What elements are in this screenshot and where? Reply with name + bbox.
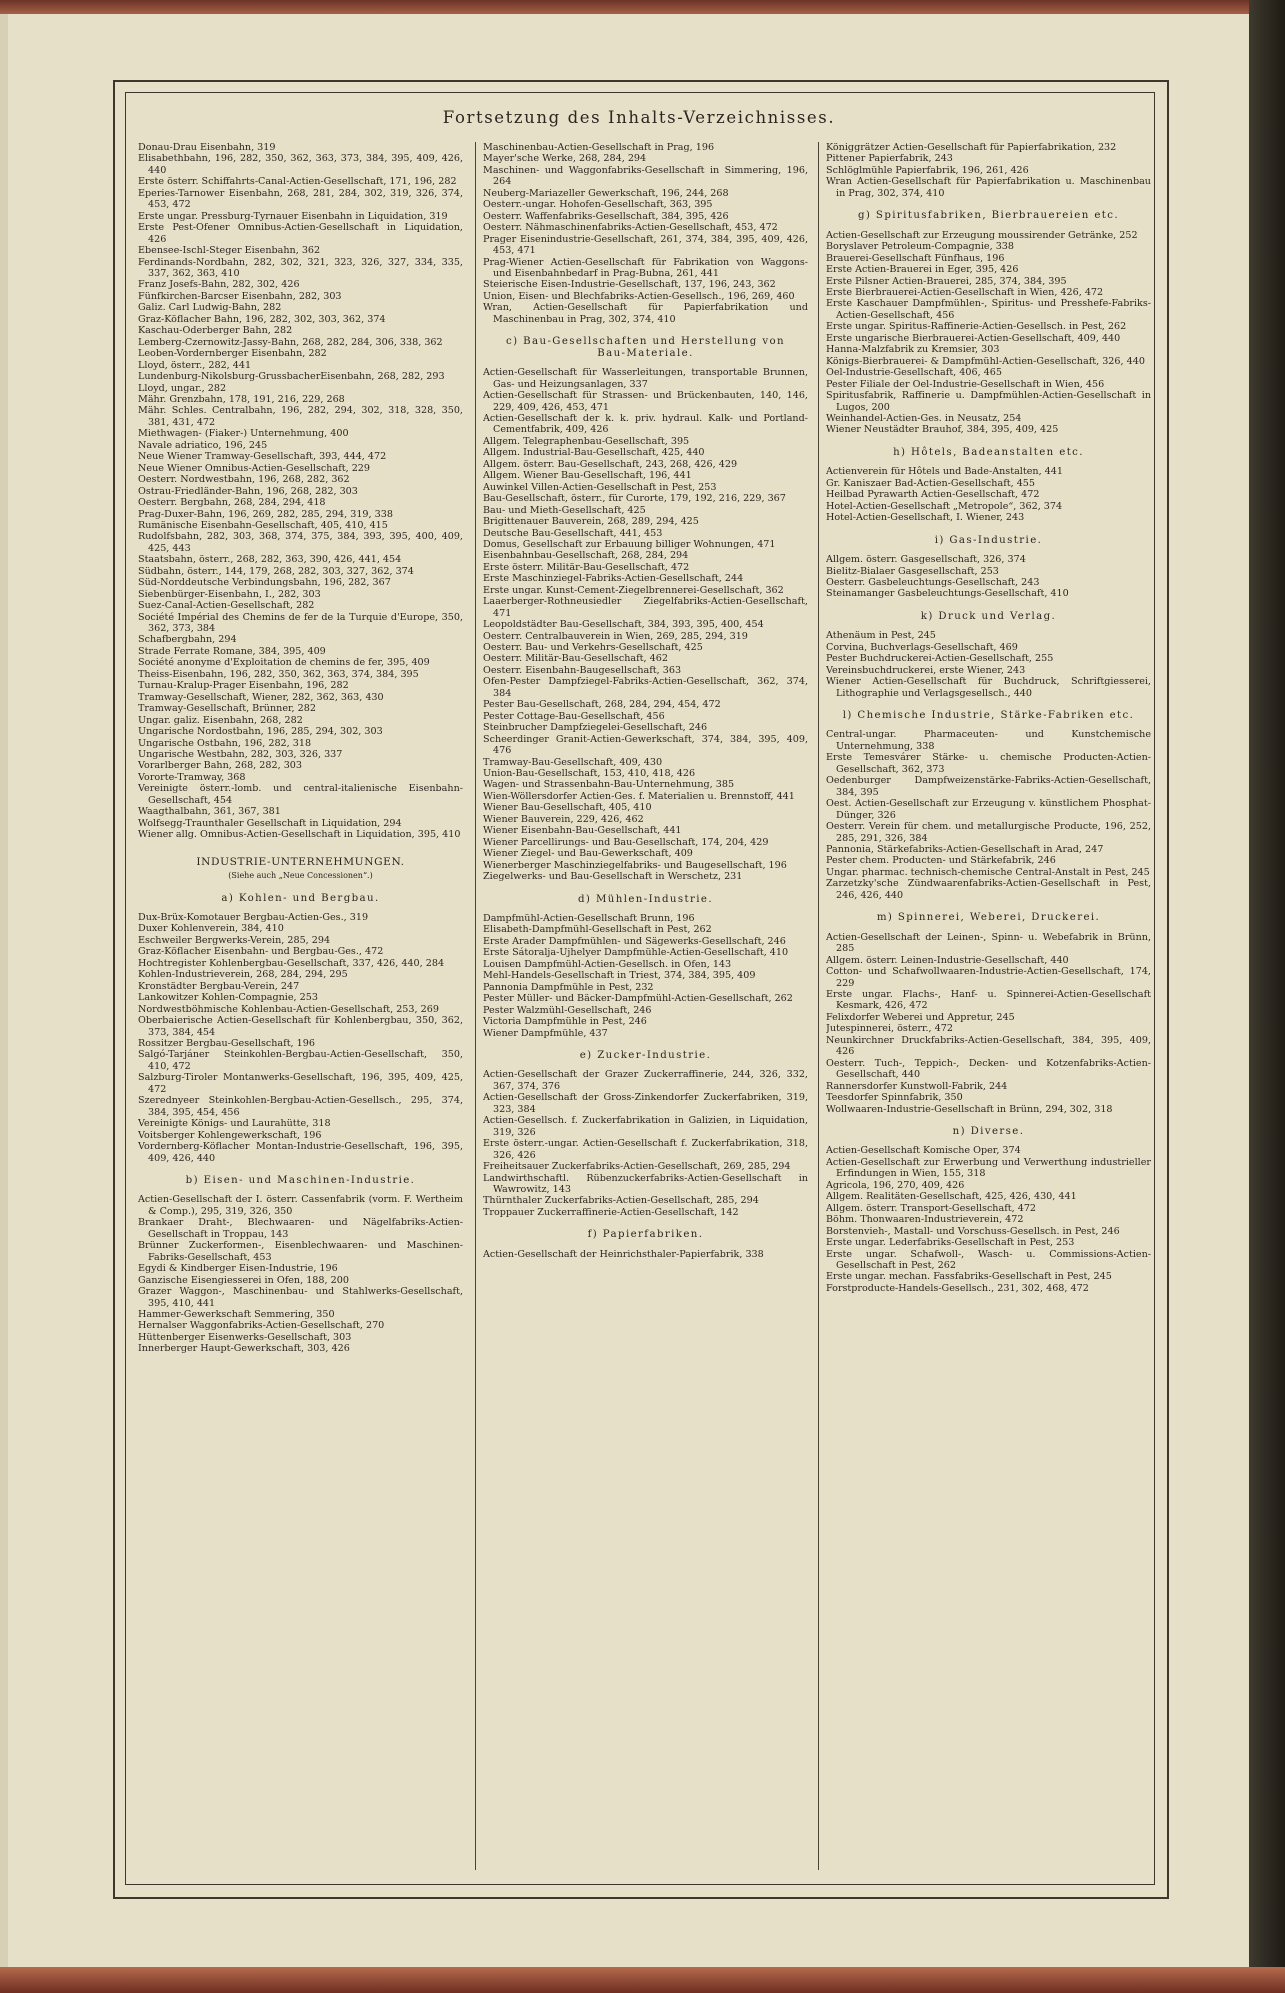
entry-list <box>138 1194 463 1354</box>
index-entry: Miethwagen- (Fiaker-) Unternehmung, 400 <box>138 428 349 440</box>
index-entry: Vordernberg-Köflacher Montan-Industrie-Gesellschaft, 196, 395, 409, 426, 440 <box>138 1141 463 1164</box>
index-entry: Brünner Zuckerformen-, Eisenblechwaaren- und Maschinen-Fabriks-Gesellschaft, 453 <box>138 1240 463 1263</box>
index-entry: Wiener Eisenbahn-Bau-Gesellschaft, 441 <box>483 825 682 837</box>
index-entry: Neunkirchner Druckfabriks-Actien-Gesellschaft, 384, 395, 409, 426 <box>826 1034 1151 1058</box>
index-entry: Kaschau-Oderberger Bahn, 282 <box>138 325 293 337</box>
index-entry: Borstenvieh-, Mastall- und Vorschuss-Gesellsch. in Pest, 246 <box>826 1225 1120 1237</box>
index-entry: Waagthalbahn, 361, 367, 381 <box>138 806 281 818</box>
index-entry: Tramway-Bau-Gesellschaft, 409, 430 <box>483 756 663 768</box>
index-entry: Neue Wiener Omnibus-Actien-Gesellschaft, 229 <box>138 462 371 474</box>
column-divider <box>475 142 476 1870</box>
index-entry: Oesterr. Bergbahn, 268, 284, 294, 418 <box>138 497 326 509</box>
index-entry: Hotel-Actien-Gesellschaft, I. Wiener, 243 <box>826 512 1025 524</box>
entry-list <box>826 142 1151 199</box>
index-entry: Ferdinands-Nordbahn, 282, 302, 321, 323, 326, 327, 334, 335, 337, 362, 363, 410 <box>138 256 463 279</box>
section-heading: f) Papierfabriken. <box>587 1229 704 1241</box>
index-entry: Steinamanger Gasbeleuchtungs-Gesellschaft, 410 <box>826 588 1069 600</box>
index-entry: Thürnthaler Zuckerfabriks-Actien-Gesellschaft, 285, 294 <box>483 1195 759 1207</box>
index-entry: Duxer Kohlenverein, 384, 410 <box>138 923 284 935</box>
railway-entry-list <box>138 142 463 841</box>
index-entry: Hüttenberger Eisenwerks-Gesellschaft, 303 <box>138 1331 352 1343</box>
index-entry: Wien-Wöllersdorfer Actien-Ges. f. Materialien u. Brennstoff, 441 <box>483 790 795 802</box>
entry-list <box>826 466 1151 523</box>
entry-list <box>826 554 1151 600</box>
index-entry: Scheerdinger Granit-Actien-Gewerkschaft, 374, 384, 395, 409, 476 <box>483 733 808 757</box>
index-entry: Auwinkel Villen-Actien-Gesellschaft in Pest, 253 <box>483 481 717 493</box>
entry-list <box>483 1069 808 1218</box>
section-heading: h) Hôtels, Badeanstalten etc. <box>893 446 1084 458</box>
index-entry: Ungarische Nordostbahn, 196, 285, 294, 302, 303 <box>138 726 383 738</box>
section-heading: n) Diverse. <box>952 1125 1025 1137</box>
index-entry: Hanna-Malzfabrik zu Kremsier, 303 <box>826 344 1000 356</box>
index-entry: Wienerberger Maschinziegelfabriks- und Baugesellschaft, 196 <box>483 859 787 871</box>
index-entry: Neuberg-Mariazeller Gewerkschaft, 196, 244, 268 <box>483 187 729 199</box>
index-entry: Schafbergbahn, 294 <box>138 634 237 646</box>
index-entry: Felixdorfer Weberei und Appretur, 245 <box>826 1011 1015 1023</box>
index-entry: Erste Arader Dampfmühlen- und Sägewerks-Gesellschaft, 246 <box>483 935 786 947</box>
index-entry: Teesdorfer Spinnfabrik, 350 <box>826 1092 963 1104</box>
index-entry: Wran Actien-Gesellschaft für Papierfabrikation u. Maschinenbau in Prag, 302, 374, 410 <box>826 176 1151 199</box>
entry-list <box>483 367 808 882</box>
index-entry: Eisenbahnbau-Gesellschaft, 268, 284, 294 <box>483 550 689 562</box>
index-entry: Erste ungar. Flachs-, Hanf- u. Spinnerei-Actien-Gesellschaft Kesmark, 426, 472 <box>826 989 1151 1012</box>
index-entry: Lankowitzer Kohlen-Compagnie, 253 <box>138 992 318 1004</box>
index-entry: Elisabeth-Dampfmühl-Gesellschaft in Pest, 262 <box>483 924 712 936</box>
index-entry: Heilbad Pyrawarth Actien-Gesellschaft, 472 <box>826 489 1040 501</box>
index-entry: Pannonia Dampfmühle in Pest, 232 <box>483 981 654 993</box>
index-entry: Prag-Wiener Actien-Gesellschaft für Fabrikation von Waggons- und Eisenbahnbedarf in Prag-Bubna, 261, 441 <box>483 256 808 279</box>
entry-list <box>483 142 808 325</box>
index-entry: Wiener Parcellirungs- und Bau-Gesellschaft, 174, 204, 429 <box>483 836 769 848</box>
index-entry: Schlöglmühle Papierfabrik, 196, 261, 426 <box>826 164 1029 176</box>
index-entry: Tramway-Gesellschaft, Wiener, 282, 362, 363, 430 <box>138 691 384 703</box>
index-entry: Actien-Gesellschaft Komische Oper, 374 <box>826 1145 1021 1157</box>
index-entry: Mayer'sche Werke, 268, 284, 294 <box>483 153 647 165</box>
index-entry: Corvina, Buchverlags-Gesellschaft, 469 <box>826 641 1018 653</box>
book-spine-edge <box>1249 0 1285 1993</box>
section-heading: b) Eisen- und Maschinen-Industrie. <box>185 1174 416 1186</box>
index-entry: Steinbrucher Dampfziegelei-Gesellschaft, 246 <box>483 722 708 734</box>
index-entry: Wollwaaren-Industrie-Gesellschaft in Brünn, 294, 302, 318 <box>826 1103 1113 1115</box>
index-entry: Landwirthschaftl. Rübenzuckerfabriks-Actien-Gesellschaft in Wawrowitz, 143 <box>483 1172 808 1195</box>
index-entry: Erste Bierbrauerei-Actien-Gesellschaft in Wien, 426, 472 <box>826 286 1104 298</box>
index-entry: Südbahn, österr., 144, 179, 268, 282, 303, 327, 362, 374 <box>138 565 414 577</box>
index-entry: Erste ungar. Pressburg-Tyrnauer Eisenbahn in Liquidation, 319 <box>138 210 448 222</box>
index-entry: Ostrau-Friedländer-Bahn, 196, 268, 282, 303 <box>138 485 358 497</box>
index-entry: Ziegelwerks- und Bau-Gesellschaft in Werschetz, 231 <box>483 871 743 883</box>
index-entry: Erste österr.-ungar. Actien-Gesellschaft f. Zuckerfabrikation, 318, 326, 426 <box>483 1138 808 1161</box>
index-entry: Union-Bau-Gesellschaft, 153, 410, 418, 426 <box>483 768 696 780</box>
index-entry: Oesterr. Gasbeleuchtungs-Gesellschaft, 243 <box>826 576 1040 588</box>
index-entry: Suez-Canal-Actien-Gesellschaft, 282 <box>138 600 315 612</box>
section-heading: i) Gas-Industrie. <box>934 534 1043 546</box>
index-entry: Oest. Actien-Gesellschaft zur Erzeugung v. künstlichem Phosphat-Dünger, 326 <box>826 798 1151 821</box>
entry-list <box>483 1249 808 1260</box>
index-entry: Ofen-Pester Dampfziegel-Fabriks-Actien-Gesellschaft, 362, 374, 384 <box>483 676 808 699</box>
index-entry: Pittener Papierfabrik, 243 <box>826 153 953 165</box>
index-entry: Szerednyeer Steinkohlen-Bergbau-Actien-Gesellsch., 295, 374, 384, 395, 454, 456 <box>138 1095 463 1118</box>
index-entry: Oel-Industrie-Gesellschaft, 406, 465 <box>826 367 1002 379</box>
entry-list <box>138 912 463 1164</box>
index-entry: Freiheitsauer Zuckerfabriks-Actien-Gesellschaft, 269, 285, 294 <box>483 1161 791 1173</box>
index-column-left <box>138 142 463 1872</box>
section-heading: INDUSTRIE-UNTERNEHMUNGEN. <box>196 855 405 868</box>
index-entry: Erste Actien-Brauerei in Eger, 395, 426 <box>826 264 1019 276</box>
index-entry: Prag-Duxer-Bahn, 196, 269, 282, 285, 294, 319, 338 <box>138 508 393 520</box>
index-entry: Franz Josefs-Bahn, 282, 302, 426 <box>138 279 300 291</box>
index-entry: Bielitz-Bialaer Gasgesellschaft, 253 <box>826 565 999 577</box>
index-entry: Société Impérial des Chemins de fer de la Turquie d'Europe, 350, 362, 373, 384 <box>138 611 463 635</box>
index-entry: Allgem. Realitäten-Gesellschaft, 425, 426, 430, 441 <box>826 1191 1077 1203</box>
index-entry: Vereinigte Königs- und Laurahütte, 318 <box>138 1118 331 1130</box>
index-entry: Mehl-Handels-Gesellschaft in Triest, 374, 384, 395, 409 <box>483 970 756 982</box>
index-entry: Elisabethbahn, 196, 282, 350, 362, 363, 373, 384, 395, 409, 426, 440 <box>138 153 463 176</box>
index-entry: Cotton- und Schafwollwaaren-Industrie-Actien-Gesellschaft, 174, 229 <box>826 966 1151 989</box>
index-entry: Actien-Gesellschaft der k. k. priv. hydraul. Kalk- und Portland-Cementfabrik, 409, 426 <box>483 412 808 436</box>
index-entry: Mähr. Schles. Centralbahn, 196, 282, 294, 302, 318, 328, 350, 381, 431, 472 <box>138 405 463 428</box>
index-entry: Boryslaver Petroleum-Compagnie, 338 <box>826 241 1015 253</box>
index-entry: Innerberger Haupt-Gewerkschaft, 303, 426 <box>138 1343 350 1355</box>
index-entry: Dampfmühl-Actien-Gesellschaft Brunn, 196 <box>483 913 695 924</box>
index-entry: Hernalser Waggonfabriks-Actien-Gesellschaft, 270 <box>138 1320 385 1332</box>
index-entry: Bau-Gesellschaft, österr., für Curorte, 179, 192, 216, 229, 367 <box>483 493 786 505</box>
index-entry: Allgem. Industrial-Bau-Gesellschaft, 425, 440 <box>483 447 705 459</box>
index-entry: Eperies-Tarnower Eisenbahn, 268, 281, 284, 302, 319, 326, 374, 453, 472 <box>138 187 463 211</box>
index-entry: Königgrätzer Actien-Gesellschaft für Papierfabrikation, 232 <box>826 142 1117 153</box>
index-entry: Steierische Eisen-Industrie-Gesellschaft, 137, 196, 243, 362 <box>483 279 776 291</box>
index-entry: Erste Sátoralja-Ujhelyer Dampfmühle-Actien-Gesellschaft, 410 <box>483 947 789 959</box>
index-entry: Deutsche Bau-Gesellschaft, 441, 453 <box>483 527 663 539</box>
index-entry: Wiener Dampfmühle, 437 <box>483 1027 608 1039</box>
index-entry: Rudolfsbahn, 282, 303, 368, 374, 375, 384, 393, 395, 400, 409, 425, 443 <box>138 531 463 554</box>
index-entry: Pester Filiale der Oel-Industrie-Gesellschaft in Wien, 456 <box>826 378 1105 390</box>
index-entry: Ungar. galiz. Eisenbahn, 268, 282 <box>138 714 303 726</box>
index-entry: Allgem. Wiener Bau-Gesellschaft, 196, 441 <box>483 470 692 482</box>
index-entry: Oesterr.-ungar. Hohofen-Gesellschaft, 363, 395 <box>483 199 713 211</box>
entry-list <box>826 630 1151 699</box>
index-entry: Lloyd, ungar., 282 <box>138 382 227 394</box>
index-entry: Voitsberger Kohlengewerkschaft, 196 <box>138 1129 322 1141</box>
page-edge-bottom <box>0 1967 1285 1993</box>
index-entry: Erste österr. Schiffahrts-Canal-Actien-Gesellschaft, 171, 196, 282 <box>138 176 457 188</box>
index-entry: Leoben-Vordernberger Eisenbahn, 282 <box>138 348 327 360</box>
index-entry: Wran, Actien-Gesellschaft für Papierfabrikation und Maschinenbau in Prag, 302, 374, 410 <box>483 302 808 325</box>
index-entry: Oesterr. Nordwestbahn, 196, 268, 282, 362 <box>138 474 350 486</box>
index-entry: Brankaer Draht-, Blechwaaren- und Nägelfabriks-Actien-Gesellschaft in Troppau, 143 <box>138 1217 463 1240</box>
column-divider <box>818 142 819 1870</box>
index-entry: Ungarische Ostbahn, 196, 282, 318 <box>138 737 312 749</box>
index-entry: Pester chem. Producten- und Stärkefabrik, 246 <box>826 855 1056 867</box>
index-entry: Actien-Gesellschaft der Leinen-, Spinn- u. Webefabrik in Brünn, 285 <box>826 931 1151 955</box>
section-heading: g) Spiritusfabriken, Bierbrauereien etc. <box>858 210 1119 222</box>
index-entry: Königs-Bierbrauerei- & Dampfmühl-Actien-Gesellschaft, 326, 440 <box>826 355 1145 367</box>
index-entry: Oesterr. Centralbauverein in Wien, 269, 285, 294, 319 <box>483 630 748 642</box>
index-entry: Lemberg-Czernowitz-Jassy-Bahn, 268, 282, 284, 306, 338, 362 <box>138 336 443 348</box>
section-heading: e) Zucker-Industrie. <box>579 1049 712 1061</box>
index-entry: Union, Eisen- und Blechfabriks-Actien-Gesellsch., 196, 269, 460 <box>483 290 795 302</box>
index-entry: Vereinigte österr.-lomb. und central-italienische Eisenbahn-Gesellschaft, 454 <box>138 783 463 806</box>
index-entry: Wiener Ziegel- und Bau-Gewerkschaft, 409 <box>483 848 693 860</box>
entry-list <box>826 729 1151 901</box>
index-entry: Laaerberger-Rothneusiedler Ziegelfabriks-Actien-Gesellschaft, 471 <box>483 596 808 619</box>
index-entry: Pester Bau-Gesellschaft, 268, 284, 294, 454, 472 <box>483 699 721 711</box>
index-entry: Fünfkirchen-Barcser Eisenbahn, 282, 303 <box>138 290 342 302</box>
index-entry: Böhm. Thonwaaren-Industrieverein, 472 <box>826 1214 1024 1226</box>
index-entry: Actien-Gesellschaft für Strassen- und Brückenbauten, 140, 146, 229, 409, 426, 453, 471 <box>483 390 808 413</box>
index-entry: Oesterr. Verein für chem. und metallurgische Producte, 196, 252, 285, 291, 326, 384 <box>826 821 1151 844</box>
index-entry: Ungarische Westbahn, 282, 303, 326, 337 <box>138 749 343 761</box>
index-entry: Erste ungar. mechan. Fassfabriks-Gesellschaft in Pest, 245 <box>826 1271 1112 1283</box>
index-entry: Gr. Kaniszaer Bad-Actien-Gesellschaft, 455 <box>826 477 1036 489</box>
index-entry: Allgem. österr. Transport-Gesellschaft, 472 <box>826 1202 1037 1214</box>
index-entry: Wiener Bauverein, 229, 426, 462 <box>483 813 644 825</box>
index-entry: Grazer Waggon-, Maschinenbau- und Stahlwerks-Gesellschaft, 395, 410, 441 <box>138 1286 463 1309</box>
index-entry: Erste ungar. Kunst-Cement-Ziegelbrennerei-Gesellschaft, 362 <box>483 584 784 596</box>
index-entry: Galiz. Carl Ludwig-Bahn, 282 <box>138 302 282 314</box>
index-entry: Ebensee-Ischl-Steger Eisenbahn, 362 <box>138 245 321 257</box>
index-entry: Ungar. pharmac. technisch-chemische Central-Anstalt in Pest, 245 <box>826 866 1150 878</box>
index-entry: Rannersdorfer Kunstwoll-Fabrik, 244 <box>826 1080 1008 1092</box>
index-entry: Allgem. österr. Leinen-Industrie-Gesellschaft, 440 <box>826 954 1069 966</box>
index-entry: Wiener Bau-Gesellschaft, 405, 410 <box>483 802 652 814</box>
index-entry: Oesterr. Tuch-, Teppich-, Decken- und Kotzenfabriks-Actien-Gesellschaft, 440 <box>826 1057 1151 1081</box>
index-entry: Oberbaierische Actien-Gesellschaft für Kohlenbergbau, 350, 362, 373, 384, 454 <box>138 1015 463 1038</box>
index-entry: Graz-Köflacher Bahn, 196, 282, 302, 303, 362, 374 <box>138 313 386 325</box>
index-entry: Kronstädter Bergbau-Verein, 247 <box>138 980 300 992</box>
index-entry: Brigittenauer Bauverein, 268, 289, 294, 425 <box>483 516 699 528</box>
index-entry: Oedenburger Dampfweizenstärke-Fabriks-Actien-Gesellschaft, 384, 395 <box>826 775 1151 798</box>
index-entry: Forstproducte-Handels-Gesellsch., 231, 302, 468, 472 <box>826 1282 1089 1294</box>
index-entry: Mähr. Grenzbahn, 178, 191, 216, 229, 268 <box>138 393 345 405</box>
index-entry: Pester Cottage-Bau-Gesellschaft, 456 <box>483 710 665 722</box>
index-entry: Erste Pest-Ofener Omnibus-Actien-Gesellschaft in Liquidation, 426 <box>138 222 463 245</box>
index-entry: Wiener Actien-Gesellschaft für Buchdruck, Schriftgiesserei, Lithographie und Verlagsgesellsch., 440 <box>826 676 1151 699</box>
index-entry: Prager Eisenindustrie-Gesellschaft, 261, 374, 384, 395, 409, 426, 453, 471 <box>483 233 808 257</box>
index-entry: Dux-Brüx-Komotauer Bergbau-Actien-Ges., 319 <box>138 912 369 923</box>
index-entry: Wagen- und Strassenbahn-Bau-Unternehmung, 385 <box>483 779 735 791</box>
index-entry: Central-ungar. Pharmaceuten- und Kunstchemische Unternehmung, 338 <box>826 729 1151 752</box>
index-entry: Graz-Köflacher Eisenbahn- und Bergbau-Ges., 472 <box>138 946 384 958</box>
index-entry: Salgó-Tarjáner Steinkohlen-Bergbau-Actien-Gesellschaft, 350, 410, 472 <box>138 1049 463 1072</box>
section-heading: a) Kohlen- und Bergbau. <box>221 892 380 904</box>
section-note: (Siehe auch „Neue Concessionen“.) <box>228 871 373 881</box>
index-entry: Ganzische Eisengiesserei in Ofen, 188, 200 <box>138 1274 349 1286</box>
index-entry: Erste ungar. Spiritus-Raffinerie-Actien-Gesellsch. in Pest, 262 <box>826 321 1127 333</box>
index-entry: Domus, Gesellschaft zur Erbauung billiger Wohnungen, 471 <box>483 538 776 550</box>
section-heading: l) Chemische Industrie, Stärke-Fabriken etc. <box>842 710 1135 722</box>
index-entry: Theiss-Eisenbahn, 196, 282, 350, 362, 363, 374, 384, 395 <box>138 668 419 680</box>
entry-list <box>483 913 808 1039</box>
index-entry: Actien-Gesellschaft zur Erzeugung moussirender Getränke, 252 <box>826 229 1138 241</box>
section-heading: m) Spinnerei, Weberei, Druckerei. <box>876 912 1101 924</box>
index-entry: Erste Temesvárer Stärke- u. chemische Producten-Actien-Gesellschaft, 362, 373 <box>826 752 1151 775</box>
section-heading: d) Mühlen-Industrie. <box>578 893 713 905</box>
index-entry: Wolfsegg-Traunthaler Gesellschaft in Liquidation, 294 <box>138 817 402 829</box>
index-entry: Wiener Neustädter Brauhof, 384, 395, 409, 425 <box>826 424 1059 436</box>
index-entry: Hochtregister Kohlenbergbau-Gesellschaft, 337, 426, 440, 284 <box>138 957 445 969</box>
index-entry: Salzburg-Tiroler Montanwerks-Gesellschaft, 196, 395, 409, 425, 472 <box>138 1072 463 1095</box>
index-entry: Rossitzer Bergbau-Gesellschaft, 196 <box>138 1037 315 1049</box>
index-entry: Maschinenbau-Actien-Gesellschaft in Prag, 196 <box>483 142 715 153</box>
index-entry: Troppauer Zuckerraffinerie-Actien-Gesellschaft, 142 <box>483 1206 739 1218</box>
entry-list <box>826 932 1151 1115</box>
index-entry: Donau-Drau Eisenbahn, 319 <box>138 142 276 153</box>
entry-list <box>826 1145 1151 1294</box>
index-entry: Vororte-Tramway, 368 <box>138 771 246 783</box>
index-entry: Erste österr. Militär-Bau-Gesellschaft, 472 <box>483 561 690 573</box>
index-entry: Oesterr. Waffenfabriks-Gesellschaft, 384, 395, 426 <box>483 210 729 222</box>
index-entry: Siebenbürger-Eisenbahn, I., 282, 303 <box>138 588 321 600</box>
index-entry: Kohlen-Industrieverein, 268, 284, 294, 295 <box>138 969 348 981</box>
index-entry: Weinhandel-Actien-Ges. in Neusatz, 254 <box>826 412 1022 424</box>
index-entry: Actien-Gesellschaft der Heinrichsthaler-Papierfabrik, 338 <box>483 1248 764 1260</box>
index-entry: Allgem. österr. Bau-Gesellschaft, 243, 268, 426, 429 <box>483 458 738 470</box>
index-entry: Neue Wiener Tramway-Gesellschaft, 393, 444, 472 <box>138 451 387 463</box>
section-heading: k) Druck und Verlag. <box>920 610 1057 622</box>
index-entry: Athenäum in Pest, 245 <box>826 630 936 642</box>
index-entry: Actien-Gesellschaft für Wasserleitungen, transportable Brunnen, Gas- und Heizungsanlagen, 337 <box>483 367 808 390</box>
index-entry: Strade Ferrate Romane, 384, 395, 409 <box>138 645 326 657</box>
index-entry: Eschweiler Bergwerks-Verein, 285, 294 <box>138 934 331 946</box>
index-entry: Brauerei-Gesellschaft Fünfhaus, 196 <box>826 252 1005 264</box>
index-entry: Oesterr. Eisenbahn-Baugesellschaft, 363 <box>483 664 682 676</box>
index-entry: Erste ungarische Bierbrauerei-Actien-Gesellschaft, 409, 440 <box>826 332 1121 344</box>
index-entry: Oesterr. Militär-Bau-Gesellschaft, 462 <box>483 653 668 665</box>
index-entry: Leopoldstädter Bau-Gesellschaft, 384, 393, 395, 400, 454 <box>483 619 764 631</box>
index-entry: Wiener allg. Omnibus-Actien-Gesellschaft in Liquidation, 395, 410 <box>138 829 461 841</box>
index-entry: Lundenburg-Nikolsburg-GrussbacherEisenbahn, 268, 282, 293 <box>138 371 445 383</box>
index-entry: Louisen Dampfmühl-Actien-Gesellsch. in Ofen, 143 <box>483 958 732 970</box>
index-entry: Actienverein für Hôtels und Bade-Anstalten, 441 <box>826 466 1063 478</box>
index-entry: Oesterr. Nähmaschinenfabriks-Actien-Gesellschaft, 453, 472 <box>483 222 778 234</box>
index-entry: Victoria Dampfmühle in Pest, 246 <box>483 1016 647 1028</box>
index-entry: Bau- und Mieth-Gesellschaft, 425 <box>483 504 646 516</box>
index-entry: Hammer-Gewerkschaft Semmering, 350 <box>138 1308 335 1320</box>
index-entry: Turnau-Kralup-Prager Eisenbahn, 196, 282 <box>138 680 349 692</box>
index-entry: Rumänische Eisenbahn-Gesellschaft, 405, 410, 415 <box>138 519 388 531</box>
index-entry: Staatsbahn, österr., 268, 282, 363, 390, 426, 441, 454 <box>138 554 402 566</box>
entry-list <box>826 230 1151 436</box>
index-entry: Jutespinnerei, österr., 472 <box>826 1023 953 1035</box>
index-entry: Nordwestböhmische Kohlenbau-Actien-Gesellschaft, 253, 269 <box>138 1003 439 1015</box>
page-edge-top <box>0 0 1285 14</box>
index-entry: Allgem. Telegraphenbau-Gesellschaft, 395 <box>483 435 690 447</box>
index-entry: Pester Müller- und Bäcker-Dampfmühl-Actien-Gesellschaft, 262 <box>483 993 793 1005</box>
index-column-middle <box>483 142 808 1872</box>
index-entry: Maschinen- und Waggonfabriks-Gesellschaft in Simmering, 196, 264 <box>483 164 808 188</box>
index-entry: Actien-Gesellschaft zur Erwerbung und Verwerthung industrieller Erfindungen in Wien, 155, 318 <box>826 1156 1151 1180</box>
index-entry: Oesterr. Bau- und Verkehrs-Gesellschaft, 425 <box>483 642 703 654</box>
index-entry: Egydi & Kindberger Eisen-Industrie, 196 <box>138 1263 338 1275</box>
index-entry: Agricola, 196, 270, 409, 426 <box>826 1179 965 1191</box>
index-entry: Pester Walzmühl-Gesellschaft, 246 <box>483 1004 652 1016</box>
index-entry: Lloyd, österr., 282, 441 <box>138 359 252 371</box>
index-entry: Zarzetzky'sche Zündwaarenfabriks-Actien-Gesellschaft in Pest, 246, 426, 440 <box>826 878 1151 901</box>
index-entry: Tramway-Gesellschaft, Brünner, 282 <box>138 703 316 715</box>
index-entry: Süd-Norddeutsche Verbindungsbahn, 196, 282, 367 <box>138 577 391 589</box>
index-entry: Actien-Gesellschaft der Grazer Zuckerraffinerie, 244, 326, 332, 367, 374, 376 <box>483 1069 808 1092</box>
index-entry: Erste ungar. Schafwoll-, Wasch- u. Commissions-Actien-Gesellschaft in Pest, 262 <box>826 1248 1151 1271</box>
index-entry: Erste Maschinziegel-Fabriks-Actien-Gesellschaft, 244 <box>483 573 744 585</box>
index-entry: Vereinsbuchdruckerei, erste Wiener, 243 <box>826 664 1026 676</box>
index-entry: Actien-Gesellsch. f. Zuckerfabrikation in Galizien, in Liquidation, 319, 326 <box>483 1115 808 1138</box>
index-entry: Actien-Gesellschaft der I. österr. Cassenfabrik (vorm. F. Wertheim & Comp.), 295, 319, 326, 350 <box>138 1194 463 1217</box>
index-entry: Vorarlberger Bahn, 268, 282, 303 <box>138 760 303 772</box>
index-entry: Erste Pilsner Actien-Brauerei, 285, 374, 384, 395 <box>826 275 1067 287</box>
index-entry: Erste ungar. Lederfabriks-Gesellschaft in Pest, 253 <box>826 1237 1075 1249</box>
index-entry: Erste Kaschauer Dampfmühlen-, Spiritus- und Presshefe-Fabriks-Actien-Gesellschaft, 456 <box>826 298 1151 321</box>
page-title: Fortsetzung des Inhalts-Verzeichnisses. <box>442 108 836 127</box>
section-heading: c) Bau-Gesellschaften und Herstellung von Bau-Materiale. <box>506 336 785 359</box>
index-entry: Pannonia, Stärkefabriks-Actien-Gesellschaft in Arad, 247 <box>826 844 1104 856</box>
index-entry: Hotel-Actien-Gesellschaft „Metropole“, 362, 374 <box>826 500 1063 512</box>
index-entry: Actien-Gesellschaft der Gross-Zinkendorfer Zuckerfabriken, 319, 323, 384 <box>483 1092 808 1115</box>
index-entry: Allgem. österr. Gasgesellschaft, 326, 374 <box>826 554 1026 566</box>
index-entry: Spiritusfabrik, Raffinerie u. Dampfmühlen-Actien-Gesellschaft in Lugos, 200 <box>826 390 1151 413</box>
index-entry: Pester Buchdruckerei-Actien-Gesellschaft, 255 <box>826 653 1054 665</box>
index-entry: Société anonyme d'Exploitation de chemins de fer, 395, 409 <box>138 657 430 669</box>
index-column-right <box>826 142 1151 1872</box>
index-entry: Navale adriatico, 196, 245 <box>138 439 268 451</box>
